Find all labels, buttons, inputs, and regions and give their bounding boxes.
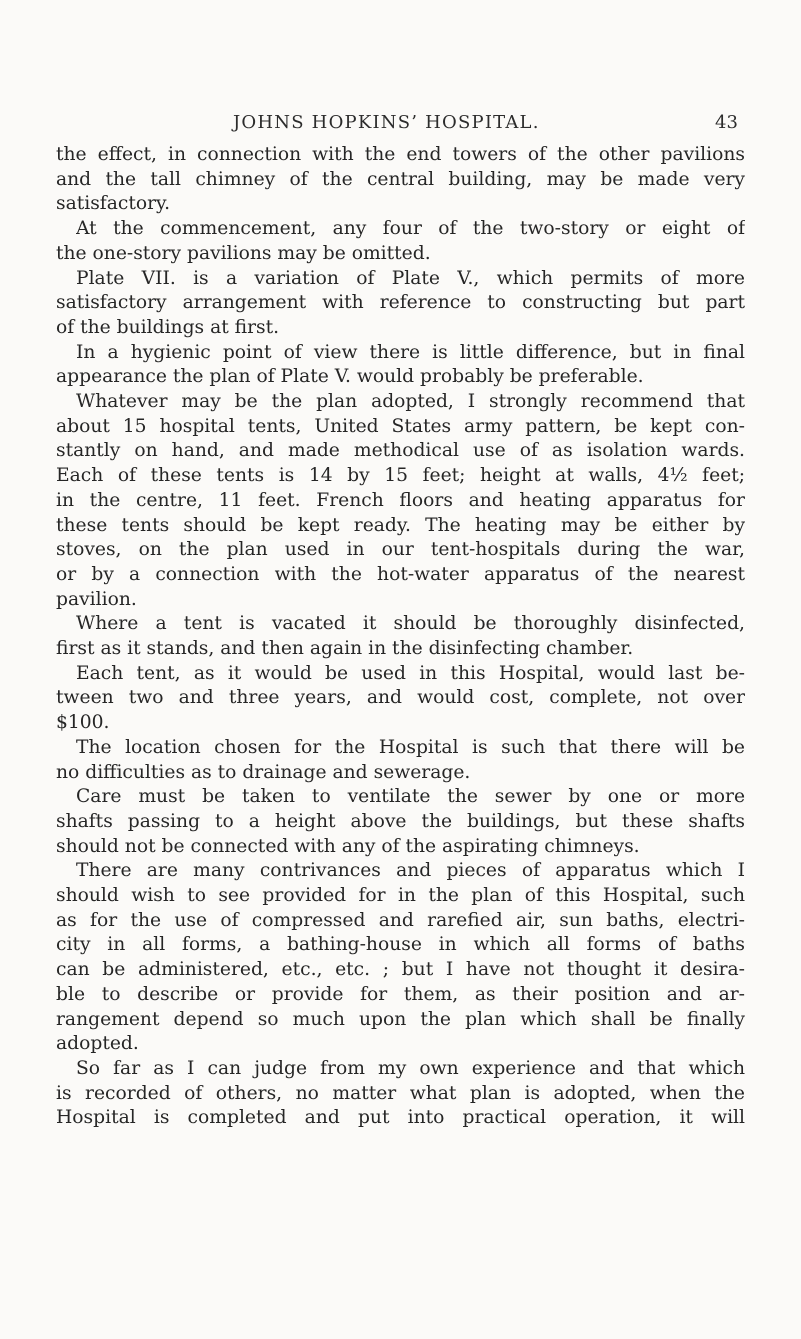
text-line: Plate VII. is a variation of Plate V., which permits of more <box>76 268 745 289</box>
text-line: appearance the plan of Plate V. would probably be preferable. <box>56 366 644 387</box>
text-line: Each of these tents is 14 by 15 feet; height at walls, 4½ feet; <box>56 465 745 486</box>
text-line: should not be connected with any of the aspirating chimneys. <box>56 836 640 857</box>
text-line: Each tent, as it would be used in this Hospital, would last be- <box>76 663 745 684</box>
text-line: first as it stands, and then again in the disinfecting chamber. <box>56 638 634 659</box>
text-line: or by a connection with the hot-water apparatus of the nearest <box>56 564 745 585</box>
text-line: pavilion. <box>56 589 137 610</box>
text-line: the one-story pavilions may be omitted. <box>56 243 431 264</box>
text-line: The location chosen for the Hospital is such that there will be <box>76 737 745 758</box>
text-line: can be administered, etc., etc. ; but I have not thought it desira- <box>56 959 745 980</box>
text-line: Hospital is completed and put into practical operation, it will <box>56 1107 745 1128</box>
text-line: stantly on hand, and made methodical use of as isolation wards. <box>56 440 745 461</box>
text-line: There are many contrivances and pieces of apparatus which I <box>76 860 745 881</box>
text-line: satisfactory. <box>56 193 171 214</box>
text-line: Care must be taken to ventilate the sewer by one or more <box>76 786 745 807</box>
text-line: in the centre, 11 feet. French floors and heating apparatus for <box>56 490 745 511</box>
text-line: Where a tent is vacated it should be thoroughly disinfected, <box>76 613 745 634</box>
page-number: 43 <box>715 112 738 133</box>
text-line: In a hygienic point of view there is little difference, but in final <box>76 342 745 363</box>
text-line: the effect, in connection with the end towers of the other pavilions <box>56 144 745 165</box>
text-line: no difficulties as to drainage and sewerage. <box>56 762 471 783</box>
text-line: these tents should be kept ready. The heating may be either by <box>56 515 745 536</box>
text-line: Whatever may be the plan adopted, I strongly recommend that <box>76 391 745 412</box>
text-line: tween two and three years, and would cost, complete, not over <box>56 687 745 708</box>
text-line: about 15 hospital tents, United States army pattern, be kept con- <box>56 416 745 437</box>
text-line: should wish to see provided for in the plan of this Hospital, such <box>56 885 745 906</box>
text-line: and the tall chimney of the central building, may be made very <box>56 169 745 190</box>
text-line: is recorded of others, no matter what plan is adopted, when the <box>56 1083 745 1104</box>
text-line: of the buildings at first. <box>56 317 280 338</box>
text-line: At the commencement, any four of the two-story or eight of <box>76 218 745 239</box>
running-title: JOHNS HOPKINS’ HOSPITAL. <box>233 112 540 133</box>
text-line: stoves, on the plan used in our tent-hospitals during the war, <box>56 539 745 560</box>
text-line: ble to describe or provide for them, as their position and ar- <box>56 984 745 1005</box>
text-line: shafts passing to a height above the buildings, but these shafts <box>56 811 745 832</box>
text-line: satisfactory arrangement with reference to constructing but part <box>56 292 745 313</box>
text-line: $100. <box>56 712 110 733</box>
text-line: So far as I can judge from my own experience and that which <box>76 1058 745 1079</box>
text-line: city in all forms, a bathing-house in which all forms of baths <box>56 934 745 955</box>
text-line: rangement depend so much upon the plan which shall be finally <box>56 1009 745 1030</box>
running-head <box>0 112 801 142</box>
text-line: adopted. <box>56 1033 139 1054</box>
text-line: as for the use of compressed and rarefied air, sun baths, electri- <box>56 910 745 931</box>
